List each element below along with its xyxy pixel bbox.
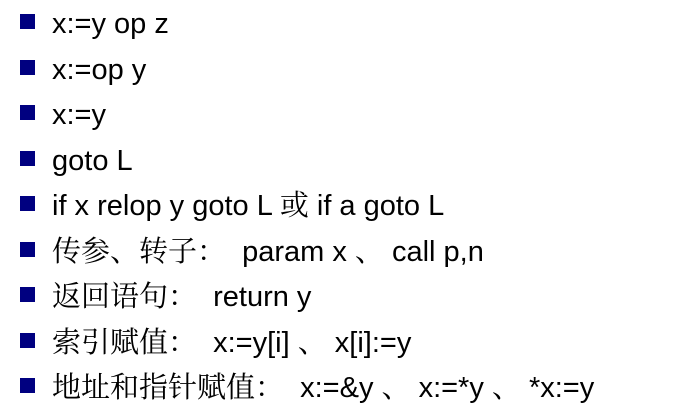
square-bullet-icon bbox=[20, 151, 35, 166]
square-bullet-icon bbox=[20, 105, 35, 120]
list-item bbox=[18, 230, 678, 276]
list-item-text: x:=y op z bbox=[52, 8, 169, 41]
list-item bbox=[18, 93, 678, 139]
list-item-text: goto L bbox=[52, 144, 133, 177]
list-item-text: 索引赋值： x:=y[i] 、 x[i]:=y bbox=[52, 326, 412, 359]
square-bullet-icon bbox=[20, 333, 35, 348]
list-item bbox=[18, 48, 678, 94]
list-item-text: x:=y bbox=[52, 99, 106, 132]
list-item bbox=[18, 321, 678, 367]
bullet-list bbox=[18, 2, 678, 412]
list-item-text: if x relop y goto L 或 if a goto L bbox=[52, 190, 445, 223]
square-bullet-icon bbox=[20, 378, 35, 393]
list-item bbox=[18, 2, 678, 48]
list-item-text: x:=op y bbox=[52, 53, 147, 86]
list-item-text: 地址和指针赋值： x:=&y 、 x:=*y 、 *x:=y bbox=[52, 372, 595, 405]
square-bullet-icon bbox=[20, 14, 35, 29]
list-item-text: 返回语句： return y bbox=[52, 281, 312, 314]
list-item bbox=[18, 366, 678, 412]
square-bullet-icon bbox=[20, 287, 35, 302]
square-bullet-icon bbox=[20, 60, 35, 75]
list-item bbox=[18, 139, 678, 185]
list-item bbox=[18, 184, 678, 230]
list-item-text: 传参、转子： param x 、 call p,n bbox=[52, 235, 484, 268]
list-item bbox=[18, 275, 678, 321]
square-bullet-icon bbox=[20, 242, 35, 257]
square-bullet-icon bbox=[20, 196, 35, 211]
